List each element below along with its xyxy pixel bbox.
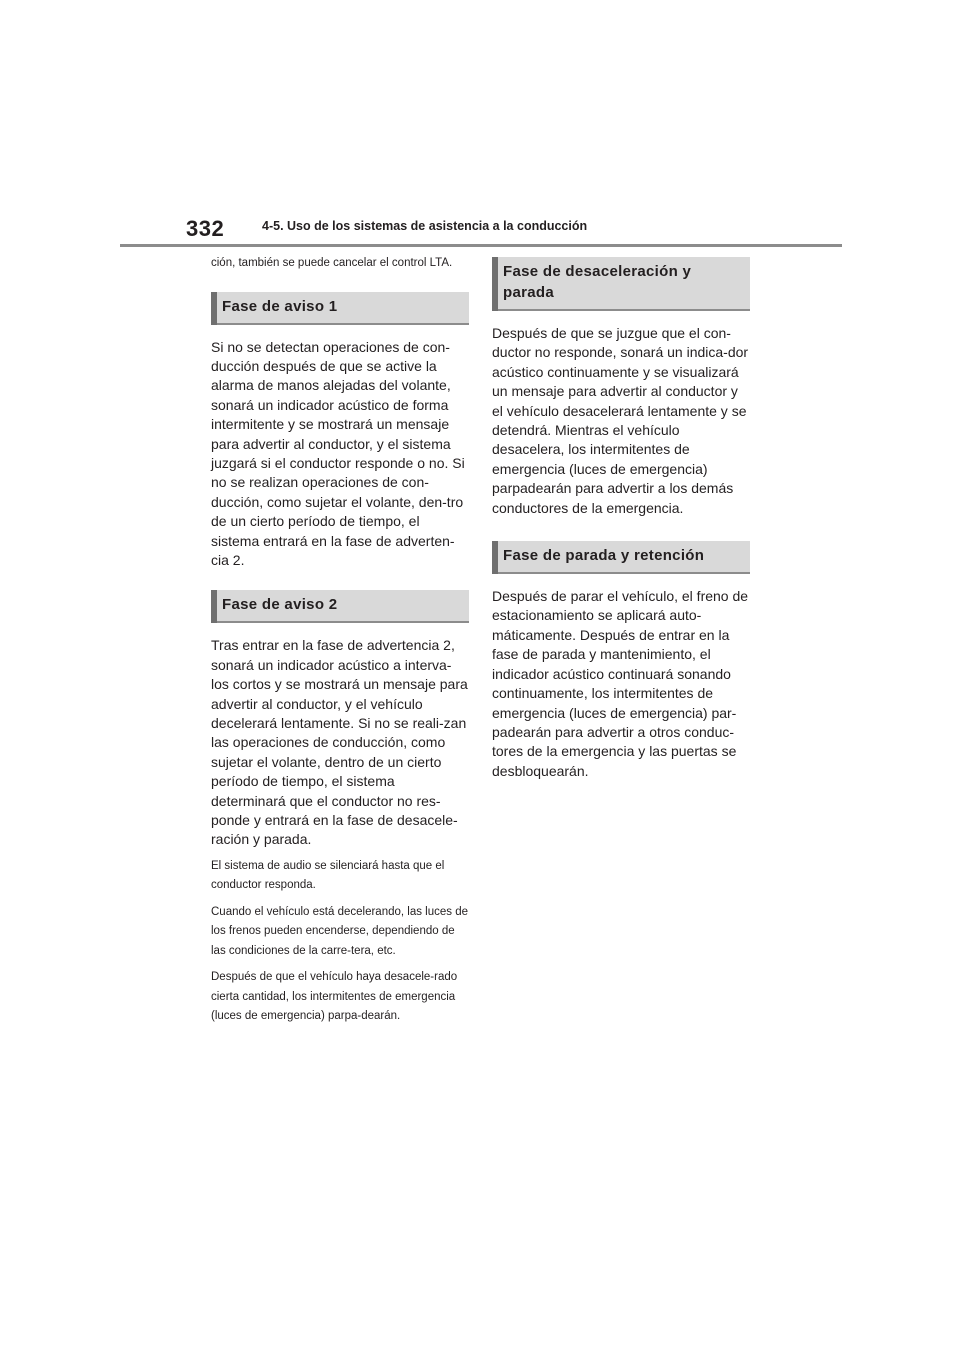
left-column <box>211 252 469 1027</box>
desaceleracion-body: Después de que se juzgue que el con-ductor no responde, sonará un indica-dor acústico continuamente y se visualizará un mensaje para advertir al conductor y el vehículo desacelerará lentamente y se detendrá. Mientras el vehículo desacelera, los intermitentes de emergencia (luces de emergencia) parpadearán para advertir a los demás conductores de la emergencia. <box>492 325 749 516</box>
header-divider <box>120 244 842 247</box>
page-header <box>0 0 960 250</box>
aviso-2-note-3: Después de que el vehículo haya desacele-rado cierta cantidad, los intermitentes de emergencia (luces de emergencia) parpa-dearán. <box>211 971 458 1023</box>
section-title: 4-5. Uso de los sistemas de asistencia a la conducción <box>262 219 588 233</box>
aviso-2-note-1: El sistema de audio se silenciará hasta que el conductor responda. <box>211 859 445 892</box>
heading-fase-aviso-1: Fase de aviso 1 <box>211 292 469 325</box>
page-number: 332 <box>186 216 225 241</box>
intro-note: ción, también se puede cancelar el control LTA. <box>211 257 453 269</box>
heading-fase-desaceleracion: Fase de desaceleración y parada <box>492 257 750 311</box>
parada-body: Después de parar el vehículo, el freno de estacionamiento se aplicará auto-máticamente. Después de entrar en la fase de parada y mantenimiento, el indicador acústico continuará sonando continuamente, los intermitentes de emergencia (luces de emergencia) par-padearán para advertir a otros conduc-tores de la emergencia y las puertas se desbloquearán. <box>492 588 749 779</box>
heading-fase-parada: Fase de parada y retención <box>492 541 750 574</box>
aviso-2-note-2: Cuando el vehículo está decelerando, las luces de los frenos pueden encenderse, dependiendo de las condiciones de la carre-tera, etc. <box>211 905 469 957</box>
aviso-2-body: Tras entrar en la fase de advertencia 2, sonará un indicador acústico a interva-los cortos y se mostrará un mensaje para advertir al conductor, y el vehículo decelerará lentamente. Si no se reali-zan las operaciones de conducción, como sujetar el volante, dentro de un cierto período de tiempo, el sistema determinará que el conductor no res-ponde y entrará en la fase de desacele-ración y parada. <box>211 637 468 848</box>
aviso-1-body: Si no se detectan operaciones de con-ducción después de que se active la alarma de manos alejadas del volante, sonará un indicador acústico de forma intermitente y se mostrará un mensaje para advertir al conductor, y el sistema juzgará si el conductor responde o no. Si no se realizan operaciones de con-ducción, como sujetar el volante, den-tro de un cierto período de tiempo, el sistema entrará en la fase de adverten-cia 2. <box>211 338 465 568</box>
heading-fase-aviso-2: Fase de aviso 2 <box>211 590 469 623</box>
right-column <box>492 252 750 781</box>
